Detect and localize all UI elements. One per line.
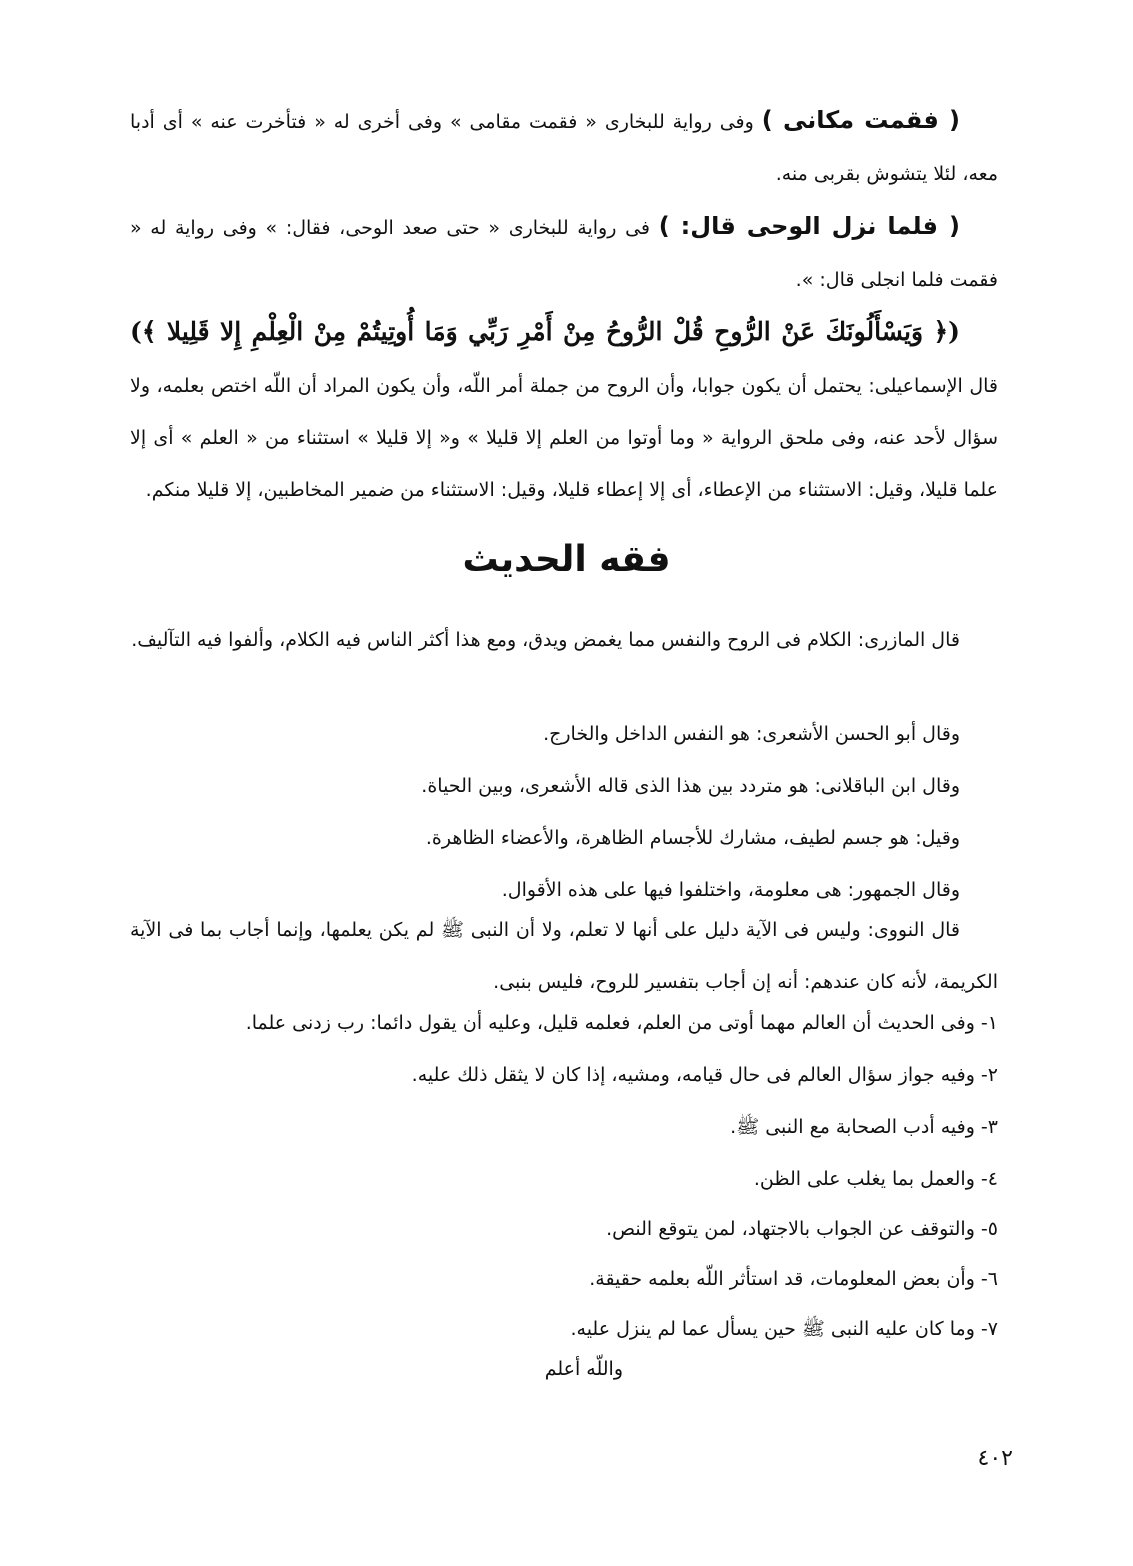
paragraph-mazari: قال المازرى: الكلام فى الروح والنفس مما يغمض ويدق، ومع هذا أكثر الناس فيه الكلام، وألفوا فيه التآليف. — [131, 629, 960, 651]
opinion-qil: وقيل: هو جسم لطيف، مشارك للأجسام الظاهرة، والأعضاء الظاهرة. — [425, 827, 960, 849]
paragraph-text-ismaili: قال الإسماعيلى: يحتمل أن يكون جوابا، وأن الروح من جملة أمر اللّه، وأن يكون المراد أن اللّه اختص بعلمه، ولا سؤال لأحد عنه، وفى ملحق الرواية « وما أوتوا من العلم إلا قليلا » و« إلا قليلا » استثناء من « العلم » أى إلا علما قليلا، وقيل: الاستثناء من الإعطاء، أى إلا إعطاء قليلا، وقيل: الاستثناء من ضمير المخاطبين، إلا قليلا منكم. — [130, 375, 998, 501]
opinion-jumhur: وقال الجمهور: هى معلومة، واختلفوا فيها على هذه الأقوال. — [501, 879, 960, 901]
section-heading: فقه الحديث — [462, 539, 671, 580]
paragraph-text-nuzul-alwahy: فى رواية للبخارى « حتى صعد الوحى، فقال: » وفى رواية له « فقمت فلما انجلى قال: ». — [130, 217, 998, 291]
paragraph-text-faqumtu: وفى رواية للبخارى « فقمت مقامى » وفى أخرى له « فتأخرت عنه » أى أدبا معه، لئلا يتشوش بقربى منه. — [130, 111, 998, 185]
paragraph-lead-faqumtu: ( فقمت مكانى ) — [761, 106, 960, 134]
list-item: ٥- والتوقف عن الجواب بالاجتهاد، لمن يتوقع النص. — [606, 1218, 998, 1240]
list-item: ٤- والعمل بما يغلب على الظن. — [753, 1168, 998, 1190]
quran-verse: (﴿ وَيَسْأَلُونَكَ عَنْ الرُّوحِ قُلْ الرُّوحُ مِنْ أَمْرِ رَبِّي وَمَا أُوتِيتُمْ مِنْ الْعِلْمِ إِلا قَلِيلا ﴾) — [130, 317, 960, 346]
list-item: ١- وفى الحديث أن العالم مهما أوتى من العلم، فعلمه قليل، وعليه أن يقول دائما: رب زدنى علما. — [245, 1012, 998, 1034]
paragraph-lead-nuzul-alwahy: ( فلما نزل الوحى قال: ) — [658, 212, 960, 240]
opinion-baqillani: وقال ابن الباقلانى: هو متردد بين هذا الذى قاله الأشعرى، وبين الحياة. — [421, 775, 960, 797]
list-item: ٢- وفيه جواز سؤال العالم فى حال قيامه، ومشيه، إذا كان لا يثقل ذلك عليه. — [411, 1064, 998, 1086]
closing-phrase: واللّه أعلم — [544, 1358, 623, 1380]
list-item: ٧- وما كان عليه النبى ﷺ حين يسأل عما لم ينزل عليه. — [570, 1318, 998, 1340]
paragraph-nawawi: قال النووى: وليس فى الآية دليل على أنها لا تعلم، ولا أن النبى ﷺ لم يكن يعلمها، وإنما أجاب بما فى الآية الكريمة، لأنه كان عندهم: أنه إن أجاب بتفسير للروح، فليس بنبى. — [130, 919, 998, 993]
list-item: ٦- وأن بعض المعلومات، قد استأثر اللّه بعلمه حقيقة. — [589, 1268, 998, 1290]
lessons-list — [130, 0, 998, 1566]
list-item: ٣- وفيه أدب الصحابة مع النبى ﷺ. — [730, 1116, 998, 1138]
page-number: ٤٠٢ — [977, 1446, 1013, 1471]
opinion-ashari: وقال أبو الحسن الأشعرى: هو النفس الداخل والخارج. — [543, 723, 960, 745]
